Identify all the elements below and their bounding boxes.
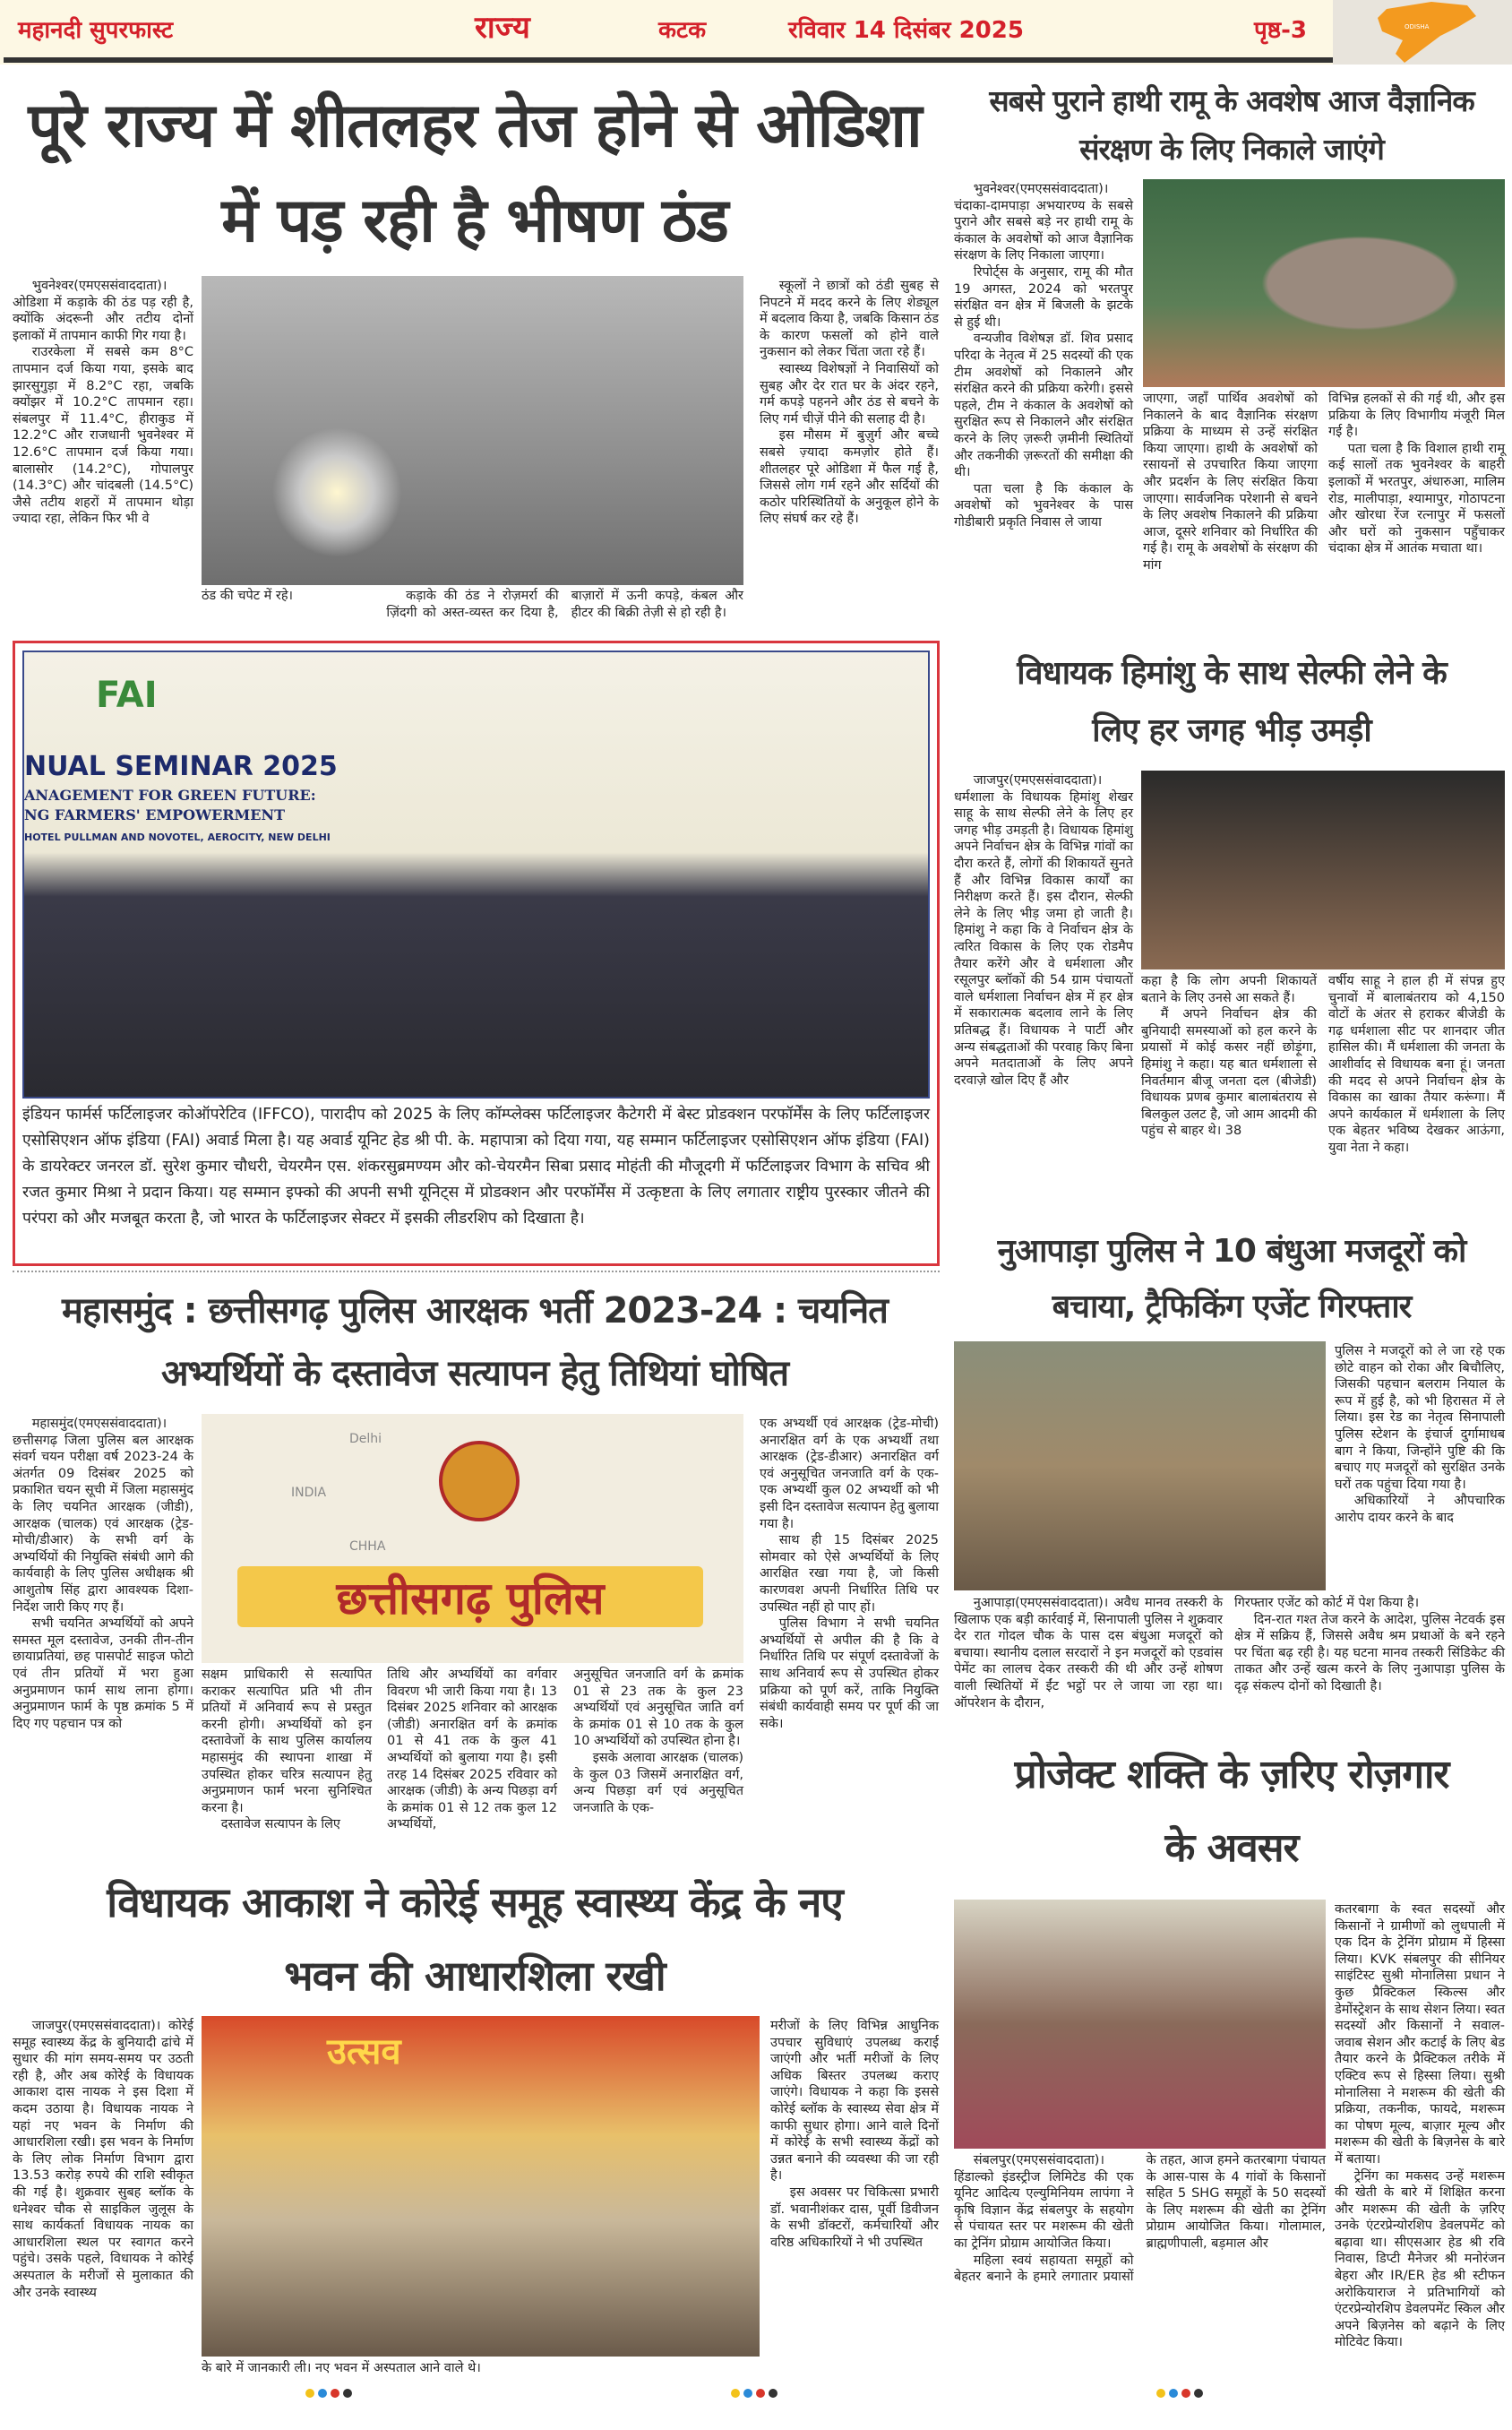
selfie-col-2 bbox=[1141, 973, 1317, 1140]
nuapada-bottom-2 bbox=[1234, 1595, 1505, 1695]
paragraph: रिपोर्ट्स के अनुसार, रामू की मौत 19 अगस्त, 2024 को भरतपुर संरक्षित वन क्षेत्र में बिजली के झटके से हुई थी। bbox=[954, 264, 1133, 330]
utsav-banner-text: उत्सव bbox=[327, 2031, 401, 2072]
headline-line: विधायक आकाश ने कोरेई समूह स्वास्थ्य केंद्र के नए bbox=[107, 1878, 843, 1926]
elephant-col-3 bbox=[1328, 391, 1505, 557]
akash-right bbox=[770, 2018, 939, 2251]
banner-title: NUAL SEMINAR 2025 bbox=[24, 751, 338, 782]
paragraph: सभी चयनित अभ्यर्थियों को अपने समस्त मूल दस्तावेज, उनकी तीन-तीन छायाप्रतियां, छह पासपोर्ट साइज फोटो एवं तीन प्रतियों में भरा हुआ अनुप्रमाणन फार्म साथ लाना होगा। अनुप्रमाणन फार्म के पृष्ठ क्रमांक 5 में दिए गए पहचान पत्र को bbox=[13, 1616, 193, 1731]
paragraph: पता चला है कि विशाल हाथी रामू कई सालों तक भुवनेश्वर के बाहरी इलाकों में भरतपुर, अंधारुआ, मालिम रोड, मालीपाड़ा, श्यामापुर, गोठापटना और खोरधा रेंज रत्नापुर में फसलों और घरों को नुकसान पहुँचाकर चंदाका क्षेत्र में आतंक मचाता था। bbox=[1328, 441, 1505, 556]
elephant-col-2 bbox=[1143, 391, 1318, 574]
headline-line: प्रोजेक्ट शक्ति के ज़रिए रोज़गार bbox=[1014, 1752, 1449, 1797]
paragraph: संबलपुर(एमएससंवाददाता)। हिंडाल्को इंडस्ट्रीज लिमिटेड की एक यूनिट आदित्य एल्युमिनियम लापंगा ने कृषि विज्ञान केंद्र संबलपुर के सहयोग से पंचायत स्तर पर मशरूम की खेती का ट्रेनिंग प्रोग्राम आयोजित किया। bbox=[954, 2153, 1134, 2251]
mahasamund-headline bbox=[9, 1280, 941, 1405]
paragraph: इसके अलावा आरक्षक (चालक) के कुल 03 जिसमें अनारक्षित वर्ग, अन्य पिछड़ा वर्ग एवं अनुसूचित जनजाति के एक- bbox=[573, 1750, 743, 1815]
paragraph: इस अवसर पर चिकित्सा प्रभारी डॉ. भवानीशंकर दास, पूर्वी डिवीजन के सभी डॉक्टरों, कर्मचारियों और वरिष्ठ अधिकारियों ने भी उपस्थित bbox=[770, 2184, 939, 2250]
akash-headline bbox=[9, 1866, 941, 2012]
cold-col-1 bbox=[13, 278, 193, 528]
city: कटक bbox=[658, 17, 707, 44]
headline-line: में पड़ रही है भीषण ठंड bbox=[221, 185, 728, 256]
paragraph: स्कूलों ने छात्रों को ठंडी सुबह से निपटने में मदद करने के लिए शेड्यूल में बदलाव किया है, जबकि किसान ठंड के कारण फसलों को होने वाले नुकसान को लेकर चिंता जता रहे हैं। bbox=[760, 279, 939, 360]
paragraph: नुआपाड़ा(एमएससंवाददाता)। अवैध मानव तस्करी के खिलाफ एक बड़ी कार्रवाई में, सिनापाली पुलिस ने शुक्रवार देर रात गोदल चौक के पास दस बंधुआ मजदूरों को बचाया। स्थानीय दलाल सरदारों ने इन मजदूरों को एडवांस पेमेंट का लालच देकर तस्करी की थी और उन्हें शोषण वाली स्थितियों में ईंट भट्ठों पर ले जाया जा रहा था। ऑपरेशन के दौरान, bbox=[954, 1596, 1223, 1710]
paragraph: पुलिस विभाग ने सभी चयनित अभ्यर्थियों से अपील की है कि वे निर्धारित तिथि पर संपूर्ण दस्तावेजों के साथ अनिवार्य रूप से उपस्थित होकर प्रक्रिया को पूर्ण करें, ताकि नियुक्ति संबंधी कार्यवाही समय पर पूर्ण की जा सके। bbox=[760, 1616, 939, 1731]
headline-line: महासमुंद : छत्तीसगढ़ पुलिस आरक्षक भर्ती 2023-24 : चयनित bbox=[62, 1290, 888, 1331]
mahasamund-right bbox=[760, 1416, 939, 1732]
cold-under-image bbox=[202, 588, 743, 621]
paragraph: महिला स्वयं सहायता समूहों को बेहतर बनाने के हमारे लगातार प्रयासों के तहत, आज हमने कतरबागा पंचायत के आस-पास के 4 गांवों के किसानों सहित 5 SHG समूहों के 50 सदस्यों के लिए मशरूम की खेती का ट्रेनिंग प्रोग्राम आयोजित किया। गोलामाल, ब्राह्मणीपाली, बड़माल और bbox=[954, 2153, 1326, 2285]
chhattisgarh-police-graphic bbox=[202, 1414, 743, 1663]
paragraph: एक अभ्यर्थी एवं आरक्षक (ट्रेड-मोची) अनारक्षित वर्ग के एक अभ्यर्थी तथा आरक्षक (ट्रेड-डीआर) अनारक्षित वर्ग एवं अनुसूचित जनजाति वर्ग के एक-एक अभ्यर्थी कुल 02 अभ्यर्थी को भी इसी दिन दस्तावेज सत्यापन हेतु बुलाया गया है। bbox=[760, 1417, 939, 1531]
shakti-bottom bbox=[954, 2152, 1326, 2286]
foggy-road-photo bbox=[202, 276, 743, 585]
map-label: ODISHA bbox=[1405, 23, 1430, 30]
foundation-stone-photo bbox=[202, 2016, 760, 2357]
paragraph: ट्रेनिंग का मकसद उन्हें मशरूम की खेती के बारे में शिक्षित करना और मशरूम की खेती के ज़रिए उनके एंटरप्रेन्योरशिप डेवलपमेंट को बढ़ावा था। सीएसआर हेड श्री रवि निवास, डिप्टी मैनेजर श्री मनोरंजन बेहरा और IR/ER हेड श्री स्टीफन अरोकियाराज ने प्रतिभागियों को एंटरप्रेन्योरशिप डेवलपमेंट स्किल और अपने बिज़नेस को बढ़ाने के लिए मोटिवेट किया। bbox=[1335, 2168, 1505, 2350]
selfie-col-3 bbox=[1328, 973, 1505, 1157]
paragraph: सक्षम प्राधिकारी से सत्यापित कराकर सत्यापित प्रति भी तीन प्रतियों में अनिवार्य रूप से प्रस्तुत करनी होगी। अभ्यर्थियों को इन दस्तावेजों के साथ पुलिस कार्यालय महासमुंद की स्थापना शाखा में उपस्थित होकर चरित्र सत्यापन हेतु अनुप्रमाणन फार्म भरना सुनिश्चित करना है। bbox=[202, 1667, 372, 1815]
iffco-box bbox=[13, 641, 940, 1266]
headline-line: पूरे राज्य में शीतलहर तेज होने से ओडिशा bbox=[28, 90, 922, 161]
paragraph: राउरकेला में सबसे कम 8°C तापमान दर्ज किया गया, इसके बाद झारसुगुड़ा में 8.2°C रहा, जबकि क्योंझर में 10.2°C तापमान रहा। संबलपुर में 11.4°C, हीराकुड में 12.2°C और राजधानी भुवनेश्वर में 12.6°C तापमान दर्ज किया गया। बालासोर (14.2°C), गोपालपुर (14.3°C) और चांदबली (14.5°C) जैसे तटीय शहरों में तापमान थोड़ा ज्यादा रहा, लेकिन फिर भी वे bbox=[13, 345, 193, 527]
nuapada-headline bbox=[954, 1224, 1509, 1335]
selfie-crowd-photo bbox=[1141, 771, 1505, 969]
headline-line: लिए हर जगह भीड़ उमड़ी bbox=[1092, 712, 1371, 749]
shakti-headline bbox=[954, 1738, 1509, 1885]
mahasamund-u2 bbox=[387, 1667, 557, 1833]
cold-headline bbox=[9, 79, 941, 269]
headline-line: नुआपाड़ा पुलिस ने 10 बंधुआ मजदूरों को bbox=[997, 1233, 1466, 1270]
paragraph: वर्षीय साहू ने हाल ही में संपन्न हुए चुनावों में बालाबंतराय को 4,150 वोटों के अंतर से हराकर बीजेडी के गढ़ धर्मशाला सीट पर शानदार जीत हासिल की। मैं धर्मशाला की जनता के आशीर्वाद से विधायक बना हूं। जनता की मदद से अपने निर्वाचन क्षेत्र के विकास का खाका तैयार करूंगा। मैं अपने कार्यकाल में धर्मशाला के लिए एक बेहतर भविष्य देखकर आऊंगा, युवा नेता ने कहा। bbox=[1328, 974, 1505, 1155]
nuapada-bottom-1 bbox=[954, 1595, 1223, 1711]
headline-line: अभ्यर्थियों के दस्तावेज सत्यापन हेतु तिथियां घोषित bbox=[160, 1353, 789, 1394]
mushroom-training-photo bbox=[954, 1900, 1326, 2149]
paragraph: जाएगा, जहाँ पार्थिव अवशेषों को निकालने के बाद वैज्ञानिक संरक्षण प्रक्रिया के माध्यम से उन्हें संरक्षित किया जाएगा। हाथी के अवशेषों को रसायनों से उपचारित किया जाएगा और प्रदर्शन के लिए संरक्षित किया जाएगा। सार्वजनिक परेशानी से बचने के लिए अवशेष निकालने की प्रक्रिया आज, दूसरे शनिवार को निर्धारित की गई है। रामू के अवशेषों के संरक्षण की मांग bbox=[1143, 392, 1318, 573]
paragraph: मरीजों के लिए विभिन्न आधुनिक उपचार सुविधाएं उपलब्ध कराई जाएंगी और भर्ती मरीजों के लिए अधिक बिस्तर उपलब्ध कराए जाएंगे। विधायक ने कहा कि इससे कोरेई ब्लॉक के स्वास्थ्य सेवा क्षेत्र में काफी सुधार होगा। आने वाले दिनों में कोरेई के सभी स्वास्थ्य केंद्रों को उन्नत बनाने की व्यवस्था की जा रही है। bbox=[770, 2019, 939, 2184]
paragraph: अनुसूचित जनजाति वर्ग के क्रमांक 01 से 23 तक के कुल 23 अभ्यर्थियों एवं अनुसूचित जाति वर्ग के क्रमांक 01 से 10 तक के कुल 10 अभ्यर्थियों को उपस्थित होना है। bbox=[573, 1667, 743, 1749]
paragraph: गिरफ्तार एजेंट को कोर्ट में पेश किया है। bbox=[1234, 1596, 1420, 1610]
paragraph: कहा है कि लोग अपनी शिकायतें बताने के लिए उनसे आ सकते हैं। bbox=[1141, 974, 1317, 1005]
odisha-map-icon bbox=[1333, 0, 1512, 65]
paragraph: जाजपुर(एमएससंवाददाता)। धर्मशाला के विधायक हिमांशु शेखर साहू के साथ सेल्फी लेने के लिए हर जगह भीड़ उमड़ती है। विधायक हिमांशु अपने निर्वाचन क्षेत्र के विभिन्न गांवों का दौरा करते हैं, लोगों की शिकायतें सुनते हैं और विभिन्न विकास कार्यों का निरीक्षण करते हैं। इस दौरान, सेल्फी लेने के लिए भीड़ जमा हो जाती है। हिमांशु ने कहा कि वे निर्वाचन क्षेत्र के त्वरित विकास के लिए एक रोडमैप तैयार करेंगे और वे धर्मशाला और रसूलपुर ब्लॉकों की 54 ग्राम पंचायतों वाले धर्मशाला निर्वाचन क्षेत्र में हर क्षेत्र में सकारात्मक बदलाव लाने के लिए प्रतिबद्ध हैं। विधायक ने पार्टी और अन्य संबद्धताओं की परवाह किए बिना अपने मतदाताओं के लिए अपने दरवाज़े खोल दिए हैं और bbox=[954, 773, 1133, 1088]
paragraph: साथ ही 15 दिसंबर 2025 सोमवार को ऐसे अभ्यर्थियों के लिए आरक्षित रखा गया है, जो किसी कारणवश अपनी निर्धारित तिथि पर उपस्थित नहीं हो पाए हों। bbox=[760, 1533, 939, 1615]
headline-line: बचाया, ट्रैफिकिंग एजेंट गिरफ्तार bbox=[1052, 1288, 1412, 1325]
paragraph: मैं अपने निर्वाचन क्षेत्र की बुनियादी समस्याओं को हल करने के प्रयासों में कोई कसर नहीं छोड़ूंगा, हिमांशु ने कहा। यह बात धर्मशाला से निवर्तमान बीजू जनता दल (बीजेडी) विधायक प्रणब कुमार बालाबंतराय से बिलकुल उलट है, जो आम आदमी की पहुंच से बाहर थे। 38 bbox=[1141, 1007, 1317, 1139]
paragraph: पता चला है कि कंकाल के अवशेषों को भुवनेश्वर के पास गोडीबारी प्रकृति निवास ले जाया bbox=[954, 481, 1133, 530]
paragraph: के बारे में जानकारी ली। नए भवन में अस्पताल आने वाले थे। bbox=[202, 2361, 481, 2375]
paragraph: कड़ाके की ठंड ने रोज़मर्रा की ज़िंदगी को अस्त-व्यस्त कर दिया है, बाज़ारों में ऊनी कपड़े, कंबल और हीटर की बिक्री तेज़ी से हो रही है। bbox=[386, 589, 743, 620]
cold-col-3 bbox=[760, 278, 939, 528]
award-ceremony-photo bbox=[22, 651, 930, 1099]
headline-line: भवन की आधारशिला रखी bbox=[284, 1952, 666, 2000]
elephant-headline bbox=[954, 77, 1509, 174]
rescued-laborers-photo bbox=[954, 1341, 1326, 1590]
mahasamund-col-1 bbox=[13, 1416, 193, 1732]
nuapada-right-col bbox=[1335, 1343, 1505, 1527]
paragraph: स्वास्थ्य विशेषज्ञों ने निवासियों को सुबह और देर रात घर के अंदर रहने, गर्म कपड़े पहनने और ठंड से बचने के लिए गर्म चीज़ें पीने की सलाह दी है। bbox=[760, 361, 939, 427]
map-label: Delhi bbox=[349, 1432, 382, 1446]
footer-dots-icon bbox=[730, 2385, 784, 2396]
paragraph: महासमुंद(एमएससंवाददाता)। छत्तीसगढ़ जिला पुलिस बल आरक्षक संवर्ग चयन परीक्षा वर्ष 2023-24 के अंतर्गत 09 दिसंबर 2025 को प्रकाशित चयन सूची में जिला महासमुंद के लिए चयनित आरक्षक (जीडी), आरक्षक (चालक) एवं आरक्षक (ट्रेड-मोची/डीआर) के सभी वर्ग के अभ्यर्थियों की नियुक्ति संबंधी आगे की कार्यवाही के लिए पुलिस अधीक्षक श्री आशुतोष सिंह द्वारा आवश्यक दिशा-निर्देश जारी किए गए हैं। bbox=[13, 1417, 193, 1615]
masthead bbox=[0, 0, 1512, 65]
selfie-headline bbox=[954, 645, 1509, 760]
paragraph: तिथि और अभ्यर्थियों का वर्गवार विवरण भी जारी किया गया है। 13 दिसंबर 2025 शनिवार को आरक्षक (जीडी) अनारक्षित वर्ग के क्रमांक 01 से 41 तक के कुल 41 अभ्यर्थियों को बुलाया गया है। इसी तरह 14 दिसंबर 2025 रविवार को आरक्षक (जीडी) के अन्य पिछड़ा वर्ग के क्रमांक 01 से 12 तक कुल 12 अभ्यर्थियों, bbox=[387, 1667, 557, 1832]
shakti-right-col bbox=[1335, 1901, 1505, 2351]
paragraph: जाजपुर(एमएससंवाददाता)। कोरेई समूह स्वास्थ्य केंद्र के बुनियादी ढांचे में सुधार की मांग समय-समय पर उठती रही है, और अब कोरेई के विधायक आकाश दास नायक ने इस दिशा में कदम उठाया है। विधायक नायक ने यहां नए भवन के निर्माण की आधारशिला रखी। इस भवन के निर्माण के लिए लोक निर्माण विभाग द्वारा 13.53 करोड़ रुपये की राशि स्वीकृत की गई है। शुक्रवार सुबह ब्लॉक के धनेश्वर चौक से साइकिल जुलूस के साथ कार्यकर्ता विधायक नायक का आधारशिला स्थल पर स्वागत करने पहुंचे। उसके पहले, विधायक ने कोरेई अस्पताल के मरीजों से मुलाकात की और उनके स्वास्थ्य bbox=[13, 2019, 193, 2300]
headline-line: संरक्षण के लिए निकाले जाएंगे bbox=[1079, 132, 1384, 167]
akash-under-image bbox=[202, 2360, 760, 2377]
paragraph: ठंड की चपेट में रहे। bbox=[202, 589, 294, 603]
paragraph: भुवनेश्वर(एमएससंवाददाता)। ओडिशा में कड़ाके की ठंड पड़ रही है, क्योंकि अंदरूनी और तटीय दोनों इलाकों में तापमान काफी गिर गया है। bbox=[13, 279, 193, 343]
akash-col-1 bbox=[13, 2018, 193, 2301]
section-name: राज्य bbox=[475, 10, 530, 46]
selfie-col-1 bbox=[954, 772, 1133, 1089]
elephant-photo bbox=[1143, 179, 1505, 387]
banner-subtitle: NG FARMERS' EMPOWERMENT bbox=[24, 806, 285, 823]
paragraph: दस्तावेज सत्यापन के लिए bbox=[220, 1817, 340, 1832]
map-label: CHHA bbox=[349, 1539, 386, 1554]
paragraph: भुवनेश्वर(एमएससंवाददाता)। चंदाका-दामपाड़ा अभयारण्य के सबसे पुराने और सबसे बड़े नर हाथी रामू के कंकाल के अवशेषों को आज वैज्ञानिक संरक्षण के लिए निकाला जाएगा। bbox=[954, 182, 1133, 263]
paragraph: इस मौसम में बुज़ुर्ग और बच्चे सबसे ज़्यादा कमज़ोर होते हैं। शीतलहर पूरे ओडिशा में फैल गई है, जिससे लोग गर्म रहने और सर्दियों की कठोर परिस्थितियों के अनुकूल होने के लिए संघर्ष कर रहे हैं। bbox=[760, 428, 939, 527]
iffco-caption: इंडियन फार्मर्स फर्टिलाइजर कोऑपरेटिव (IFFCO), पारादीप को 2025 के लिए कॉम्प्लेक्स फर्टिलाइजर कैटेगरी में बेस्ट प्रोडक्शन परफॉर्मेंस के लिए फर्टिलाइजर एसोसिएशन ऑफ इंडिया (FAI) अवार्ड मिला है। यह अवार्ड यूनिट हेड श्री पी. के. महापात्रा को दिया गया, यह सम्मान फर्टिलाइजर एसोसिएशन ऑफ इंडिया (FAI) के डायरेक्टर जनरल डॉ. सुरेश कुमार चौधरी, चेयरमैन एस. शंकरसुब्रमण्यम और को-चेयरमैन सिबा प्रसाद मोहंती की मौजूदगी में फर्टिलाइजर विभाग के सचिव श्री रजत कुमार मिश्रा ने प्रदान किया। यह सम्मान इफ्को की अपनी सभी यूनिट्स में प्रोडक्शन और परफॉर्मेंस में उत्कृष्टता के लिए लगातार राष्ट्रीय पुरस्कार जीतने की परंपरा को और मजबूत करता है, जो भारत के फर्टिलाइजर सेक्टर में इसकी लीडरशिप को दिखाता है। bbox=[22, 1106, 930, 1228]
police-emblem-icon bbox=[439, 1441, 520, 1521]
headline-line: विधायक हिमांशु के साथ सेल्फी लेने के bbox=[1017, 655, 1447, 692]
paragraph: दिन-रात गश्त तेज करने के आदेश, पुलिस नेटवर्क इस क्षेत्र में सक्रिय हैं, जिससे अवैध श्रम प्रथाओं के बने रहने पर चिंता बढ़ रही है। यह घटना मानव तस्करी सिंडिकेट की ताकत और उन्हें खत्म करने के लिए नुआपाड़ा पुलिस के दृढ़ संकल्प दोनों को दिखाती है। bbox=[1234, 1612, 1505, 1693]
banner-venue: HOTEL PULLMAN AND NOVOTEL, AEROCITY, NEW DELHI bbox=[24, 832, 331, 843]
headline-line: सबसे पुराने हाथी रामू के अवशेष आज वैज्ञानिक bbox=[989, 83, 1474, 118]
headline-line: के अवसर bbox=[1164, 1825, 1299, 1871]
paper-name: महानदी सुपरफास्ट bbox=[18, 17, 174, 44]
fai-logo: FAI bbox=[96, 675, 158, 716]
banner-subtitle: ANAGEMENT FOR GREEN FUTURE: bbox=[24, 787, 316, 804]
police-banner-text: छत्तीसगढ़ पुलिस bbox=[237, 1566, 703, 1627]
paragraph: अधिकारियों ने औपचारिक आरोप दायर करने के बाद bbox=[1335, 1494, 1505, 1525]
map-label: INDIA bbox=[291, 1486, 327, 1500]
paragraph: पुलिस ने मजदूरों को ले जा रहे एक छोटे वाहन को रोका और बिचौलिए, जिसकी पहचान बलराम नियाल के रूप में हुई है, को भी हिरासत में ले लिया। इस रेड का नेतृत्व सिनापाली पुलिस स्टेशन के इंचार्ज दुर्गामाधब बाग ने किया, जिन्होंने पुष्टि की कि बचाए गए मजदूरों को सुरक्षित उनके घरों तक पहुंचा दिया गया है। bbox=[1335, 1344, 1505, 1492]
masthead-rule bbox=[4, 57, 1333, 63]
paragraph: विभिन्न हलकों से की गई थी, और इस प्रक्रिया के लिए विभागीय मंजूरी मिल गई है। bbox=[1328, 392, 1505, 440]
paragraph: कतरबागा के स्वत सदस्यों और किसानों ने ग्रामीणों को लुधपाली में एक दिन के ट्रेनिंग प्रोग्राम में हिस्सा लिया। KVK संबलपुर की सीनियर साइंटिस्ट सुश्री मोनालिसा प्रधान ने कुछ प्रैक्टिकल स्किल्स और डेमोंस्ट्रेशन के साथ सेशन लिया। स्वत सदस्यों और किसानों ने सवाल-जवाब सेशन और कटाई के लिए बेड तैयार करने के प्रैक्टिकल तरीके में एक्टिव रूप से हिस्सा लिया। सुश्री मोनालिसा ने मशरूम की खेती की प्रक्रिया, तकनीक, फायदे, मशरूम का पोषण मूल्य, बाज़ार मूल्य और मशरूम की खेती के बिज़नेस के बारे में बताया। bbox=[1335, 1902, 1505, 2167]
date: रविवार 14 दिसंबर 2025 bbox=[788, 17, 1024, 44]
footer-dots-icon bbox=[305, 2385, 358, 2396]
elephant-col-1 bbox=[954, 181, 1133, 530]
page-number: पृष्ठ-3 bbox=[1254, 17, 1307, 44]
paragraph: वन्यजीव विशेषज्ञ डॉ. शिव प्रसाद परिदा के नेतृत्व में 25 सदस्यों की एक टीम अवशेषों को निकालने और संरक्षित करने की प्रक्रिया करेगी। इससे पहले, टीम ने कंकाल के अवशेषों को सुरक्षित रूप से निकालने और संरक्षित करने के लिए ज़रूरी ज़मीनी स्थितियों और तकनीकी ज़रूरतों की समीक्षा की थी। bbox=[954, 332, 1133, 480]
mahasamund-u1 bbox=[202, 1667, 372, 1833]
mahasamund-u3 bbox=[573, 1667, 743, 1816]
separator bbox=[13, 1271, 940, 1272]
footer-dots-icon bbox=[1155, 2385, 1209, 2396]
